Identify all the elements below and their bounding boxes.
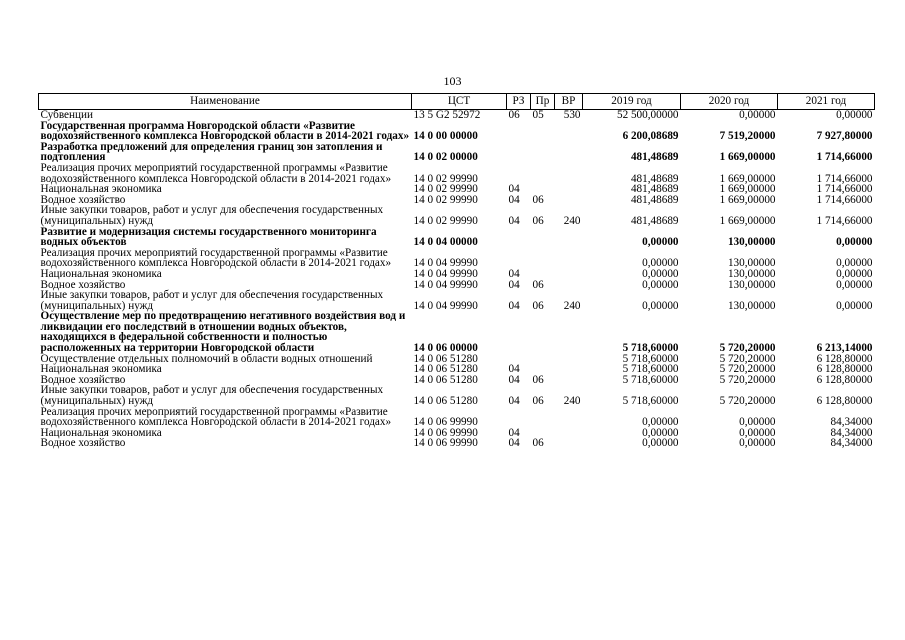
- cell-2020: 5 720,20000: [719, 395, 776, 408]
- cell-2020: 130,00000: [727, 278, 776, 291]
- cell-vr: [555, 364, 583, 375]
- header-2021: 2021 год: [778, 94, 875, 110]
- cell-cst: 14 0 04 99990: [413, 267, 478, 280]
- cell-2021: 1 714,66000: [816, 214, 873, 227]
- cell-2021: 1 714,66000: [816, 172, 873, 185]
- header-2019: 2019 год: [583, 94, 681, 110]
- cell-2021: 6 213,14000: [816, 342, 873, 355]
- cell-name: Субвенции: [40, 109, 93, 121]
- cell-2021: 84,34000: [830, 426, 873, 439]
- header-rz: РЗ: [507, 94, 531, 110]
- cell-2020: 1 669,00000: [719, 214, 776, 227]
- cell-vr: [555, 407, 583, 428]
- table-row: [39, 142, 875, 163]
- cell-rz: [507, 227, 531, 248]
- cell-2019: 5 718,60000: [622, 352, 679, 365]
- cell-name: Разработка предложений для определения границ зон затопления и подтопления: [40, 140, 383, 164]
- cell-2021: 1 714,66000: [816, 183, 873, 196]
- cell-2019: 6 200,08689: [622, 130, 679, 143]
- cell-rz: [507, 142, 531, 163]
- cell-name: Иные закупки товаров, работ и услуг для обеспечения государственных (муниципальных) нужд: [40, 289, 384, 312]
- cell-vr: [555, 121, 583, 142]
- cell-2019: 0,00000: [642, 267, 679, 280]
- cell-2021: 0,00000: [836, 299, 873, 312]
- cell-2021: 0,00000: [836, 109, 873, 121]
- cell-cst: 14 0 00 00000: [413, 130, 478, 143]
- cell-2021: 6 128,80000: [816, 373, 873, 386]
- cell-cst: 14 0 04 99990: [413, 257, 478, 270]
- cell-name: Реализация прочих мероприятий государственной программы «Развитие водохозяйственного комплекса Новгородской области в 2014-2021 годах»: [40, 405, 392, 429]
- cell-2019: 0,00000: [642, 278, 679, 291]
- cell-vr: [555, 227, 583, 248]
- cell-2019: 481,48689: [630, 193, 679, 206]
- table-row: [39, 269, 875, 280]
- cell-2020: 1 669,00000: [719, 151, 776, 164]
- cell-pr: 06: [532, 299, 544, 312]
- table-header-row: [39, 94, 875, 110]
- cell-cst: 14 0 02 99990: [413, 172, 478, 185]
- cell-name: Национальная экономика: [40, 363, 162, 376]
- cell-2020: 130,00000: [727, 267, 776, 280]
- cell-2020: 0,00000: [739, 426, 776, 439]
- cell-2021: 6 128,80000: [816, 352, 873, 365]
- cell-cst: 14 0 06 99990: [413, 437, 478, 450]
- cell-2021: 0,00000: [836, 267, 873, 280]
- cell-cst: 14 0 04 00000: [413, 236, 478, 249]
- cell-rz: [507, 121, 531, 142]
- table-row: [39, 248, 875, 269]
- cell-rz: 06: [508, 109, 520, 121]
- cell-rz: [507, 248, 531, 269]
- cell-vr: [555, 375, 583, 386]
- cell-2019: 5 718,60000: [622, 395, 679, 408]
- cell-vr: [555, 248, 583, 269]
- cell-2019: 0,00000: [642, 236, 679, 249]
- cell-2021: 0,00000: [836, 278, 873, 291]
- cell-cst: 14 0 06 51280: [413, 352, 478, 365]
- cell-2020: 5 720,20000: [719, 342, 776, 355]
- cell-vr: [555, 354, 583, 365]
- cell-name: Национальная экономика: [40, 426, 162, 439]
- cell-name: Иные закупки товаров, работ и услуг для обеспечения государственных (муниципальных) нужд: [40, 384, 384, 408]
- table-row: [39, 110, 875, 121]
- cell-rz: 04: [508, 299, 520, 312]
- cell-cst: 14 0 06 51280: [413, 363, 478, 376]
- cell-pr: 06: [532, 395, 544, 408]
- cell-cst: 14 0 02 99990: [413, 214, 478, 227]
- cell-cst: 13 5 G2 52972: [413, 109, 481, 121]
- page-number: 103: [443, 74, 462, 88]
- cell-cst: 14 0 02 00000: [413, 151, 478, 164]
- cell-name: Национальная экономика: [40, 183, 162, 196]
- cell-name: Национальная экономика: [40, 267, 162, 280]
- cell-2020: 5 720,20000: [719, 373, 776, 386]
- cell-2020: 130,00000: [727, 299, 776, 312]
- cell-name: Развитие и модернизация системы государственного мониторинга водных объектов: [40, 225, 377, 249]
- cell-2020: 1 669,00000: [719, 172, 776, 185]
- cell-pr: 06: [532, 193, 544, 206]
- cell-2020: 130,00000: [727, 236, 776, 249]
- cell-pr: 06: [532, 278, 544, 291]
- cell-vr: [555, 195, 583, 206]
- cell-rz: 04: [508, 363, 520, 376]
- cell-2020: 1 669,00000: [719, 193, 776, 206]
- table-row: [39, 121, 875, 142]
- header-name: Наименование: [39, 94, 412, 110]
- cell-vr: 240: [563, 214, 581, 227]
- cell-cst: 14 0 06 99990: [413, 416, 478, 429]
- header-pr: Пр: [531, 94, 555, 110]
- cell-2021: 0,00000: [836, 257, 873, 270]
- cell-vr: [555, 428, 583, 439]
- cell-pr: [531, 407, 555, 428]
- cell-2020: 7 519,20000: [719, 130, 776, 143]
- cell-rz: [507, 311, 531, 353]
- cell-2020: 5 720,20000: [719, 363, 776, 376]
- cell-rz: [507, 407, 531, 428]
- cell-2020: 0,00000: [739, 109, 776, 121]
- cell-rz: 04: [508, 395, 520, 408]
- cell-2020: 0,00000: [739, 416, 776, 429]
- cell-pr: [531, 163, 555, 184]
- budget-table: [38, 93, 875, 449]
- table-row: [39, 438, 875, 449]
- cell-2019: 0,00000: [642, 426, 679, 439]
- cell-cst: 14 0 06 99990: [413, 426, 478, 439]
- cell-2019: 481,48689: [630, 151, 679, 164]
- cell-2019: 52 500,00000: [616, 109, 679, 121]
- cell-2019: 0,00000: [642, 299, 679, 312]
- cell-vr: 240: [563, 299, 581, 312]
- cell-rz: [507, 163, 531, 184]
- table-row: [39, 385, 875, 406]
- cell-rz: 04: [508, 373, 520, 386]
- cell-pr: [531, 142, 555, 163]
- cell-vr: [555, 269, 583, 280]
- cell-vr: [555, 311, 583, 353]
- cell-pr: [531, 354, 555, 365]
- cell-2021: 84,34000: [830, 416, 873, 429]
- cell-rz: 04: [508, 426, 520, 439]
- cell-2021: 6 128,80000: [816, 395, 873, 408]
- cell-cst: 14 0 04 99990: [413, 299, 478, 312]
- cell-cst: 14 0 06 51280: [413, 373, 478, 386]
- cell-vr: [555, 184, 583, 195]
- header-vr: ВР: [555, 94, 583, 110]
- cell-2019: 0,00000: [642, 416, 679, 429]
- cell-pr: [531, 248, 555, 269]
- cell-pr: 06: [532, 373, 544, 386]
- header-cst: ЦСТ: [412, 94, 507, 110]
- cell-pr: 06: [532, 437, 544, 450]
- cell-name: Государственная программа Новгородской области «Развитие водохозяйственного комплекса Новгородской области в 2014-2021 годах»: [40, 119, 410, 143]
- cell-name: Водное хозяйство: [40, 373, 126, 386]
- cell-rz: 04: [508, 437, 520, 450]
- cell-pr: [531, 227, 555, 248]
- cell-2021: 0,00000: [836, 236, 873, 249]
- cell-2019: 5 718,60000: [622, 363, 679, 376]
- cell-name: Реализация прочих мероприятий государственной программы «Развитие водохозяйственного комплекса Новгородской области в 2014-2021 годах»: [40, 246, 392, 270]
- cell-cst: 14 0 06 51280: [413, 395, 478, 408]
- cell-pr: 06: [532, 214, 544, 227]
- cell-rz: 04: [508, 278, 520, 291]
- cell-name: Осуществление отдельных полномочий в области водных отношений: [40, 352, 373, 365]
- cell-2021: 7 927,80000: [816, 130, 873, 143]
- cell-2020: 130,00000: [727, 257, 776, 270]
- cell-2019: 5 718,60000: [622, 342, 679, 355]
- cell-rz: 04: [508, 267, 520, 280]
- cell-2020: 5 720,20000: [719, 352, 776, 365]
- cell-pr: [531, 311, 555, 353]
- cell-rz: 04: [508, 183, 520, 196]
- cell-name: Иные закупки товаров, работ и услуг для обеспечения государственных (муниципальных) нужд: [40, 204, 384, 227]
- cell-vr: [555, 280, 583, 291]
- cell-2021: 84,34000: [830, 437, 873, 450]
- cell-2021: 6 128,80000: [816, 363, 873, 376]
- cell-name: Водное хозяйство: [40, 437, 126, 450]
- cell-2021: 1 714,66000: [816, 151, 873, 164]
- cell-2019: 0,00000: [642, 437, 679, 450]
- cell-2021: 1 714,66000: [816, 193, 873, 206]
- cell-vr: [555, 438, 583, 449]
- cell-2019: 481,48689: [630, 214, 679, 227]
- cell-cst: 14 0 02 99990: [413, 193, 478, 206]
- cell-name: Водное хозяйство: [40, 278, 126, 291]
- cell-2019: 0,00000: [642, 257, 679, 270]
- cell-cst: 14 0 02 99990: [413, 183, 478, 196]
- cell-rz: 04: [508, 193, 520, 206]
- cell-vr: [555, 142, 583, 163]
- cell-pr: 05: [532, 109, 544, 121]
- table-row: [39, 290, 875, 311]
- cell-pr: [531, 269, 555, 280]
- table-row: [39, 163, 875, 184]
- cell-name: Реализация прочих мероприятий государственной программы «Развитие водохозяйственного комплекса Новгородской области в 2014-2021 годах»: [40, 161, 392, 185]
- header-2020: 2020 год: [681, 94, 778, 110]
- cell-2019: 5 718,60000: [622, 373, 679, 386]
- cell-vr: [555, 163, 583, 184]
- cell-rz: 04: [508, 214, 520, 227]
- cell-2020: 1 669,00000: [719, 183, 776, 196]
- cell-name: Водное хозяйство: [40, 193, 126, 206]
- cell-2019: 481,48689: [630, 172, 679, 185]
- cell-2019: 481,48689: [630, 183, 679, 196]
- cell-2020: 0,00000: [739, 437, 776, 450]
- cell-pr: [531, 121, 555, 142]
- cell-cst: 14 0 04 99990: [413, 278, 478, 291]
- cell-vr: 530: [563, 109, 581, 121]
- cell-cst: 14 0 06 00000: [413, 342, 478, 355]
- table-row: [39, 227, 875, 248]
- cell-name: Осуществление мер по предотвращению негативного воздействия вод и ликвидации его последствий в отношении водных объектов, находящихся в федеральной собственности и полностью расположенных на территории Новгородской области: [40, 310, 406, 355]
- table-row: [39, 205, 875, 226]
- table-row: [39, 407, 875, 428]
- cell-vr: 240: [563, 395, 581, 408]
- table-row: [39, 311, 875, 353]
